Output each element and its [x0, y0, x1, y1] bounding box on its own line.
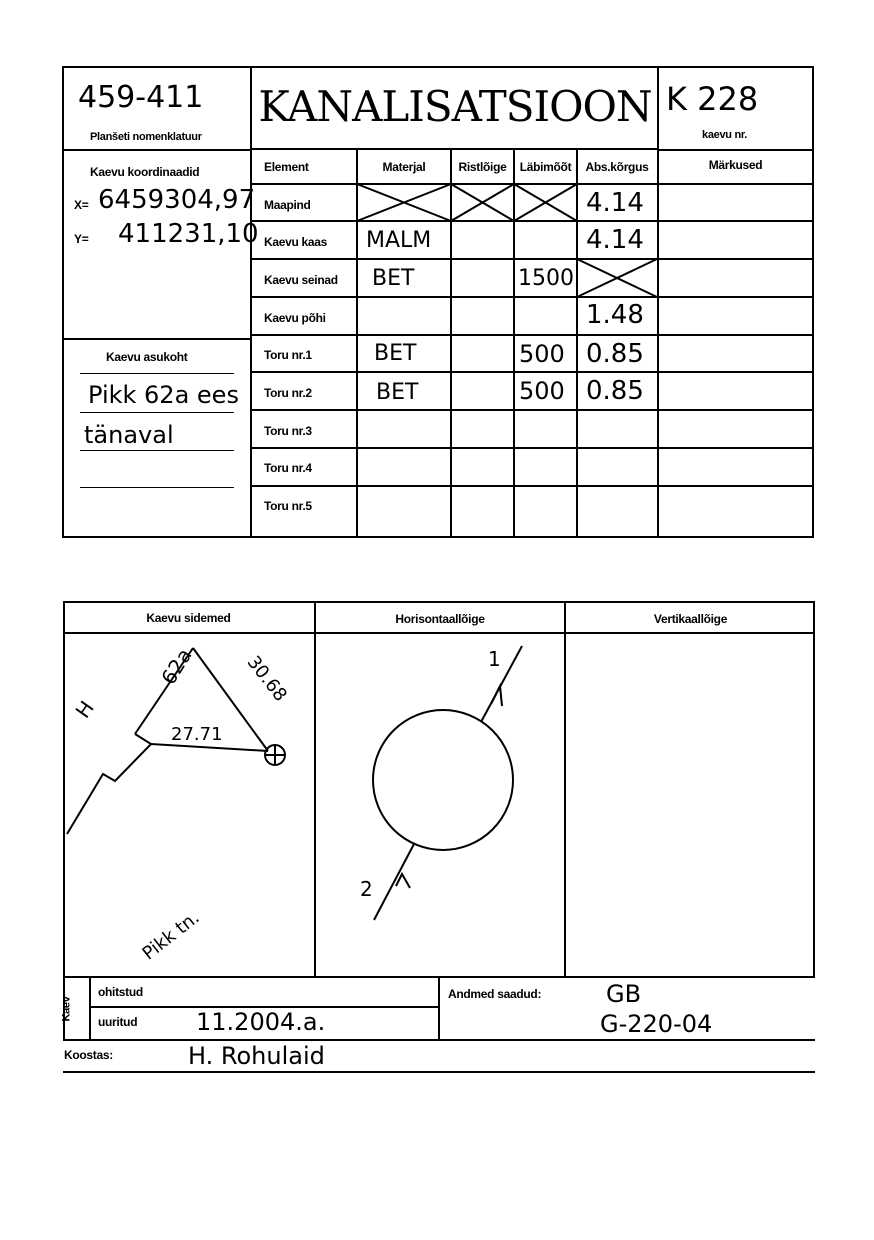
- compiled-value: H. Rohulaid: [188, 1042, 325, 1070]
- dimension-1: 27.71: [171, 724, 223, 745]
- row-material: MALM: [366, 228, 432, 253]
- row-height: 0.85: [586, 376, 644, 406]
- data-from-value-1: GB: [606, 980, 642, 1008]
- col-header-element: Element: [264, 160, 309, 174]
- uuritud-label: uuritud: [98, 1015, 138, 1029]
- col-header-material: Materjal: [382, 160, 426, 174]
- row-element: Toru nr.2: [264, 386, 312, 400]
- ohitstud-label: ohitstud: [98, 985, 143, 999]
- location-line-1: Pikk 62a ees: [88, 381, 239, 409]
- data-from-value-2: G-220-04: [600, 1010, 713, 1038]
- ties-sketch: [63, 634, 314, 977]
- row-element: Toru nr.3: [264, 424, 312, 438]
- row-element: Maapind: [264, 198, 311, 212]
- house-label: 62a: [156, 644, 197, 689]
- row-element: Kaevu põhi: [264, 311, 326, 325]
- row-height: 4.14: [586, 225, 644, 255]
- x-value: 6459304,97: [98, 185, 256, 215]
- well-number-value: K 228: [666, 80, 759, 118]
- form-title: KANALISATSIOON: [258, 82, 652, 131]
- col-header-height: Abs.kõrgus: [585, 160, 649, 174]
- uuritud-value: 11.2004.a.: [196, 1008, 326, 1036]
- ties-header: Kaevu sidemed: [146, 611, 231, 625]
- row-element: Toru nr.4: [264, 461, 312, 475]
- row-element: Kaevu seinad: [264, 273, 338, 287]
- row-diameter: 1500: [518, 266, 574, 291]
- y-label: Y=: [74, 232, 89, 246]
- row-material: BET: [372, 266, 415, 291]
- horizontal-section-sketch: [316, 634, 564, 977]
- dimension-2: 30.68: [242, 652, 291, 706]
- vertical-section-header: Vertikaallõige: [653, 612, 728, 626]
- horizontal-section-header: Horisontaallõige: [395, 612, 485, 626]
- row-element: Toru nr.1: [264, 348, 312, 362]
- row-diameter: 500: [519, 377, 565, 405]
- nomenclature-label: Planšeti nomenklatuur: [90, 131, 202, 143]
- row-element: Kaevu kaas: [264, 235, 328, 249]
- location-label: Kaevu asukoht: [106, 350, 188, 364]
- row-height: 4.14: [586, 188, 644, 218]
- pipe-1-label: 1: [488, 647, 501, 671]
- element-table-grid: [0, 0, 874, 560]
- h-label: H: [70, 696, 99, 723]
- row-element: Toru nr.5: [264, 499, 312, 513]
- y-value: 411231,10: [118, 219, 259, 249]
- row-diameter: 500: [519, 340, 565, 368]
- pipe-2-label: 2: [360, 877, 373, 901]
- col-header-notes: Märkused: [708, 158, 763, 172]
- row-material: BET: [374, 341, 417, 366]
- x-label: X=: [74, 198, 89, 212]
- location-line-2: tänaval: [84, 421, 174, 449]
- row-height: 0.85: [586, 339, 644, 369]
- col-header-diameter: Läbimõõt: [519, 160, 572, 174]
- data-from-label: Andmed saadud:: [448, 987, 542, 1001]
- compiled-label: Koostas:: [64, 1048, 113, 1062]
- row-height: 1.48: [586, 300, 644, 330]
- coordinates-label: Kaevu koordinaadid: [90, 165, 200, 179]
- row-material: BET: [376, 380, 419, 405]
- well-number-label: kaevu nr.: [702, 129, 747, 141]
- street-label: Pikk tn.: [138, 907, 204, 965]
- col-header-section: Ristlõige: [458, 160, 507, 174]
- kaev-label: Kaev: [60, 996, 73, 1022]
- nomenclature-value: 459-411: [78, 80, 204, 115]
